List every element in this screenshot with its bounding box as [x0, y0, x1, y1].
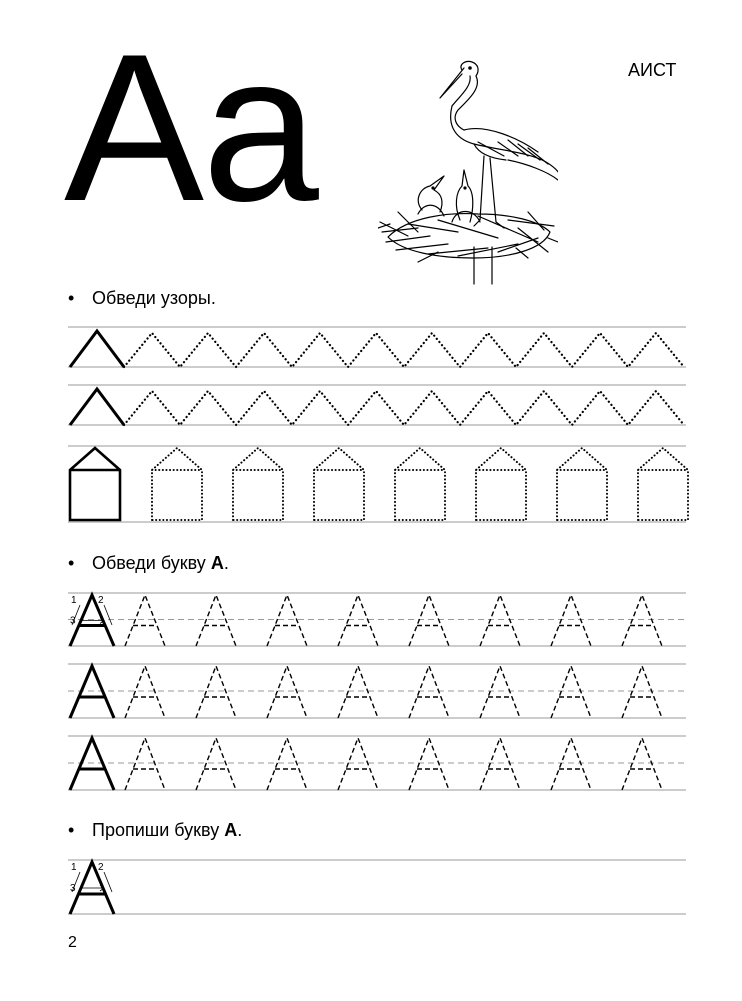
dashed-letter-a-trace	[551, 666, 591, 718]
dashed-letter-a-trace	[551, 595, 591, 646]
stroke-arrow-2	[104, 872, 112, 892]
stroke-arrow-3	[82, 885, 104, 891]
instruction-text: Пропиши букву	[92, 820, 225, 840]
word-label: АИСТ	[628, 60, 677, 80]
dotted-house-trace	[233, 448, 283, 520]
stroke-number-3: 3	[70, 615, 76, 627]
dashed-letter-a-trace	[125, 738, 165, 790]
dashed-letter-a-trace	[622, 666, 662, 718]
dotted-house-trace	[314, 448, 364, 520]
solid-house-shape	[70, 448, 120, 520]
solid-letter-a	[70, 738, 114, 790]
solid-letter-a	[70, 666, 114, 718]
instruction-trace-letter	[68, 553, 229, 574]
instruction-letter: А	[210, 553, 224, 573]
dashed-letter-a-trace	[480, 666, 520, 718]
dashed-letter-a-trace	[338, 666, 378, 718]
stroke-number-1: 1	[71, 595, 77, 606]
solid-zigzag-stroke	[70, 331, 124, 367]
bullet-icon: •	[68, 288, 75, 308]
instruction-write-letter	[68, 820, 242, 841]
dashed-letter-a-trace	[267, 595, 307, 646]
stroke-number-2: 2	[98, 595, 104, 606]
instruction-text: Обведи букву	[92, 553, 211, 573]
dashed-letter-a-trace	[480, 738, 520, 790]
instruction-trace-patterns	[68, 288, 216, 309]
dashed-letter-a-trace	[267, 738, 307, 790]
dashed-letter-a-trace	[196, 595, 236, 646]
stroke-number-3: 3	[70, 883, 76, 894]
instruction-letter: А	[224, 820, 238, 840]
dotted-house-trace	[152, 448, 202, 520]
big-letter-a-pair: Aa	[64, 10, 317, 245]
dotted-house-trace	[395, 448, 445, 520]
bullet-icon: •	[68, 553, 75, 573]
dashed-letter-a-trace	[338, 738, 378, 790]
instruction-text: Обведи узоры.	[92, 288, 216, 308]
dotted-house-trace	[476, 448, 526, 520]
dashed-letter-a-trace	[409, 595, 449, 646]
dashed-letter-a-trace	[338, 595, 378, 646]
stroke-arrow-3	[82, 618, 104, 624]
dashed-letter-a-trace	[409, 666, 449, 718]
dashed-letter-a-trace	[622, 595, 662, 646]
dashed-letter-a-trace	[551, 738, 591, 790]
instruction-period: .	[237, 820, 243, 840]
dotted-house-trace	[557, 448, 607, 520]
solid-zigzag-stroke	[70, 389, 124, 425]
dashed-letter-a-trace	[125, 595, 165, 646]
stroke-arrow-1	[72, 872, 80, 892]
dotted-house-trace	[638, 448, 688, 520]
dashed-letter-a-trace	[125, 666, 165, 718]
dotted-zigzag-trace	[124, 333, 684, 367]
dashed-letter-a-trace	[267, 666, 307, 718]
page-number: 2	[68, 934, 77, 951]
dashed-letter-a-trace	[409, 738, 449, 790]
instruction-period: .	[223, 553, 229, 573]
dotted-zigzag-trace	[124, 391, 684, 425]
stroke-number-2: 2	[98, 862, 104, 873]
dashed-letter-a-trace	[480, 595, 520, 646]
dashed-letter-a-trace	[196, 666, 236, 718]
dashed-letter-a-trace	[622, 738, 662, 790]
stroke-number-1: 1	[71, 862, 77, 873]
bullet-icon: •	[68, 820, 75, 840]
dashed-letter-a-trace	[196, 738, 236, 790]
